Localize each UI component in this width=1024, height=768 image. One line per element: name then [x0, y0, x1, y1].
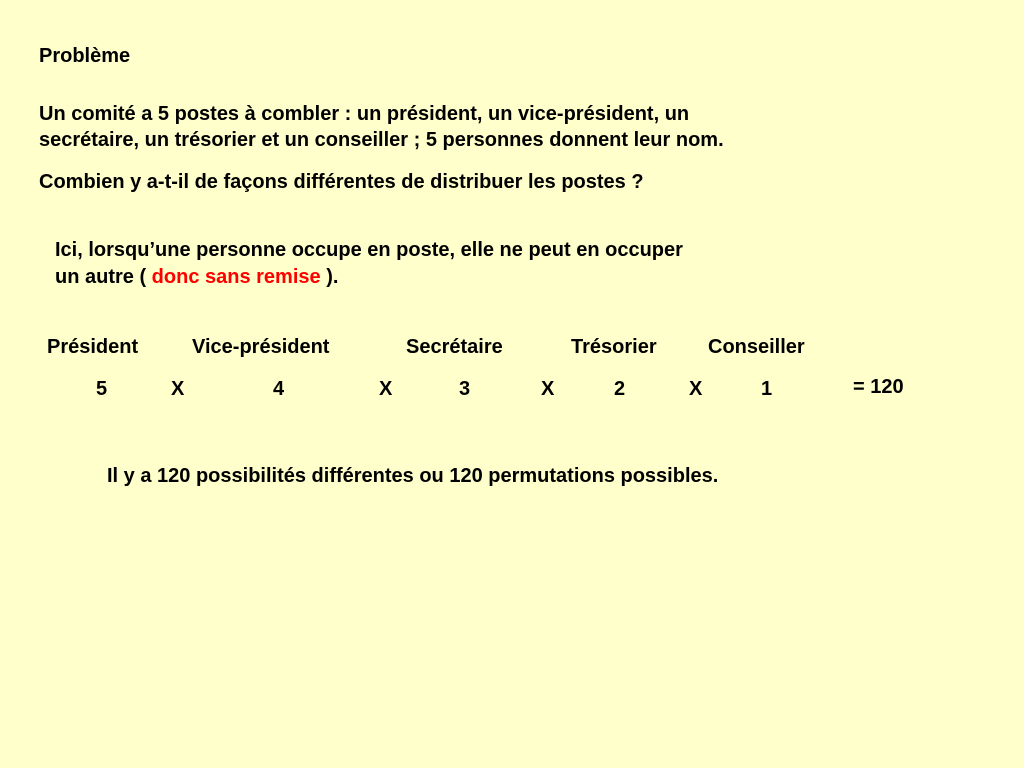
- note-prefix: un autre (: [55, 266, 152, 288]
- position-label: Trésorier: [571, 336, 657, 358]
- position-label: Conseiller: [708, 336, 805, 358]
- factor-number: 3: [459, 378, 471, 400]
- multiply-sign: X: [541, 378, 555, 400]
- problem-line-1: Un comité a 5 postes à combler : un président, un vice-président, un: [39, 103, 690, 125]
- note-line-2: [55, 265, 338, 290]
- note-suffix: ).: [320, 266, 339, 288]
- factor-number: 5: [96, 378, 108, 400]
- problem-question: Combien y a-t-il de façons différentes de distribuer les postes ?: [39, 171, 644, 193]
- position-label: Secrétaire: [406, 336, 503, 358]
- multiply-sign: X: [171, 378, 185, 400]
- position-label: Président: [47, 336, 139, 358]
- multiply-sign: X: [379, 378, 393, 400]
- conclusion-text: Il y a 120 possibilités différentes ou 120 permutations possibles.: [107, 465, 719, 487]
- result-value: = 120: [853, 376, 904, 398]
- factor-number: 2: [614, 378, 626, 400]
- page-title: Problème: [39, 45, 131, 67]
- multiply-sign: X: [689, 378, 703, 400]
- note-line-1: Ici, lorsqu’une personne occupe en poste, elle ne peut en occuper: [55, 239, 683, 261]
- note-highlight: donc sans remise: [151, 266, 321, 288]
- factor-number: 4: [273, 378, 285, 400]
- position-label: Vice-président: [192, 336, 330, 358]
- factor-number: 1: [761, 378, 773, 400]
- problem-line-2: secrétaire, un trésorier et un conseiller ; 5 personnes donnent leur nom.: [39, 129, 724, 151]
